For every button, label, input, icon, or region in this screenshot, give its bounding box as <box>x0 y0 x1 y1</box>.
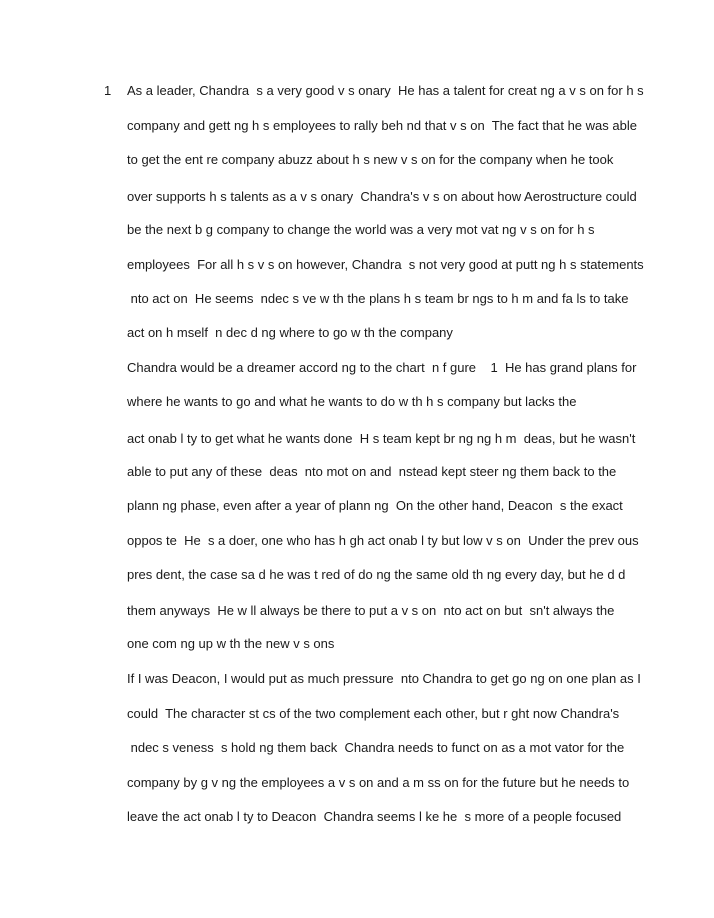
text-line: As a leader, Chandra s a very good v s onary He has a talent for creat ng a v s on for h s <box>127 83 644 98</box>
text-line: company and gett ng h s employees to rally beh nd that v s on The fact that he was able <box>127 118 637 133</box>
text-line: If I was Deacon, I would put as much pressure nto Chandra to get go ng on one plan as I <box>127 671 641 686</box>
text-line: to get the ent re company abuzz about h s new v s on for the company when he took <box>127 152 614 167</box>
text-line: employees For all h s v s on however, Chandra s not very good at putt ng h s statements <box>127 257 644 272</box>
text-line: oppos te He s a doer, one who has h gh act onab l ty but low v s on Under the prev ous <box>127 533 639 548</box>
text-line: act on h mself n dec d ng where to go w th the company <box>127 325 453 340</box>
text-line: nto act on He seems ndec s ve w th the plans h s team br ngs to h m and fa ls to take <box>127 291 629 306</box>
text-line: leave the act onab l ty to Deacon Chandra seems l ke he s more of a people focused <box>127 809 622 824</box>
text-line: Chandra would be a dreamer accord ng to the chart n f gure 1 He has grand plans for <box>127 360 637 375</box>
text-line: company by g v ng the employees a v s on and a m ss on for the future but he needs to <box>127 775 630 790</box>
text-line: able to put any of these deas nto mot on and nstead kept steer ng them back to the <box>127 464 617 479</box>
list-item-number: 1 <box>104 83 112 98</box>
text-line: be the next b g company to change the world was a very mot vat ng v s on for h s <box>127 222 595 237</box>
text-line: one com ng up w th the new v s ons <box>127 636 335 651</box>
text-line: act onab l ty to get what he wants done H s team kept br ng ng h m deas, but he wasn't <box>127 431 636 446</box>
text-line: could The character st cs of the two complement each other, but r ght now Chandra's <box>127 706 620 721</box>
text-line: pres dent, the case sa d he was t red of do ng the same old th ng every day, but he d d <box>127 567 626 582</box>
text-line: them anyways He w ll always be there to put a v s on nto act on but sn't always the <box>127 603 615 618</box>
text-line: ndec s veness s hold ng them back Chandra needs to funct on as a mot vator for the <box>127 740 625 755</box>
text-line: plann ng phase, even after a year of plann ng On the other hand, Deacon s the exact <box>127 498 623 513</box>
text-line: over supports h s talents as a v s onary Chandra's v s on about how Aerostructure could <box>127 189 637 204</box>
text-line: where he wants to go and what he wants to do w th h s company but lacks the <box>127 394 577 409</box>
